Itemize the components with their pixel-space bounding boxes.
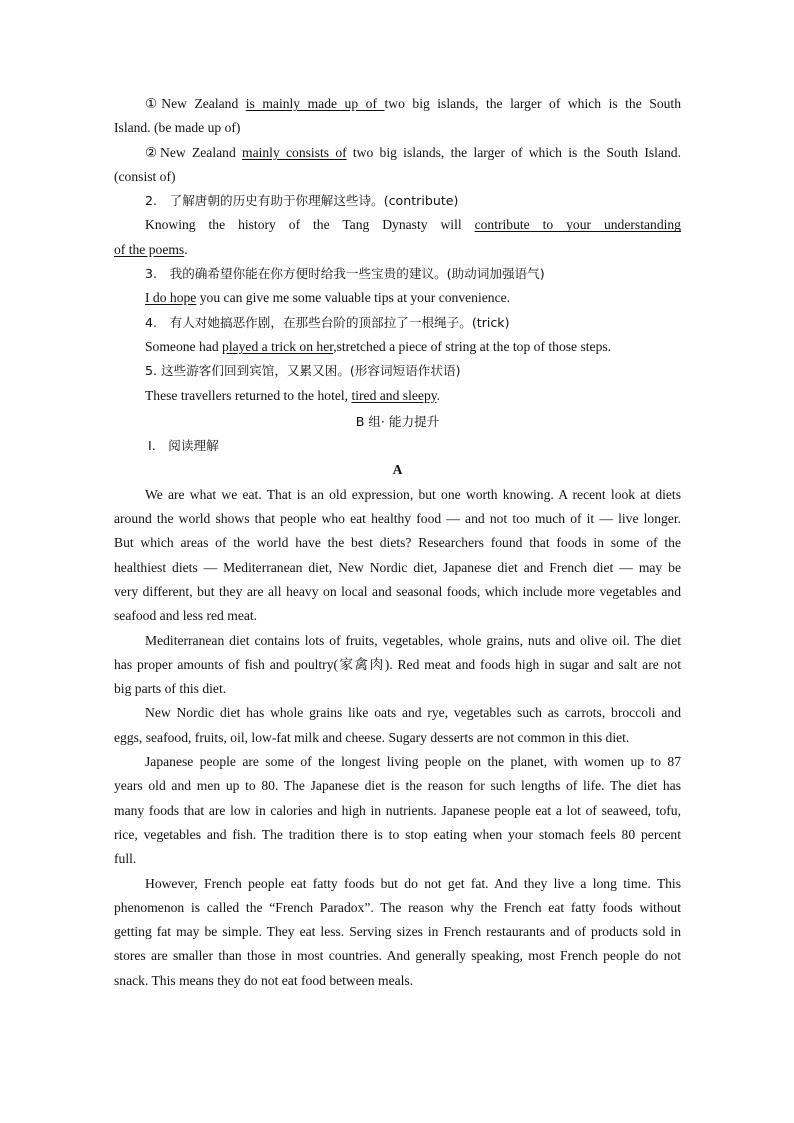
passage-line: Japanese people are some of the longest living people on the planet, with women up to 87 [145, 754, 681, 770]
answer-line: ①New Zealand is mainly made up of two big islands, the larger of which is the South [145, 96, 682, 111]
passage-line: years old and men up to 80. The Japanese diet is the reason for such lengths of life. The diet has [114, 778, 681, 794]
passage-paragraph [114, 872, 681, 993]
passage-line: stores are smaller than those in most countries. And generally speaking, most French people do not [114, 948, 681, 964]
answer-line: Knowing the history of the Tang Dynasty will contribute to your understanding [145, 217, 681, 233]
answer-line: These travellers returned to the hotel, tired and sleepy. [145, 387, 441, 403]
answer-line: Someone had played a trick on her,stretched a piece of string at the top of those steps. [145, 338, 612, 354]
passage-line: snack. This means they do not eat food between meals. [114, 972, 414, 988]
passage-paragraph [114, 483, 681, 629]
group-heading: B 组· 能力提升 [355, 413, 440, 429]
passage-line: rice, vegetables and fish. The tradition there is to stop eating when your stomach feels 80 percent [114, 826, 681, 842]
question-prompt: 2. 了解唐朝的历史有助于你理解这些诗。(contribute) [145, 193, 459, 209]
passage-line: But which areas of the world have the best diets? Researchers found that foods in some of the [114, 535, 681, 551]
answer-blank: played a trick on her [222, 338, 334, 354]
answer-blank: contribute to your understanding [474, 217, 681, 233]
question-prompt: 3. 我的确希望你能在你方便时给我一些宝贵的建议。(助动词加强语气) [145, 266, 545, 282]
passage-line: getting fat may be simple. They eat less. Serving sizes in French restaurants and of products sold in [114, 924, 681, 940]
answer-line: ②New Zealand mainly consists of two big islands, the larger of which is the South Island. [145, 144, 681, 160]
passage-line: New Nordic diet has whole grains like oats and rye, vegetables such as carrots, broccoli and [145, 705, 681, 721]
answer-blank: tired and sleepy [351, 387, 437, 403]
answer-line: of the poems. [114, 241, 188, 257]
answer-line: I do hope you can give me some valuable tips at your convenience. [145, 290, 511, 306]
passage-line: very different, but they are all heavy on local and seasonal foods, which include more vegetables and [114, 583, 681, 599]
passage-paragraph [114, 701, 681, 750]
answer-blank: of the poems [114, 241, 185, 257]
answer-blank: I do hope [145, 290, 197, 306]
passage-line: many foods that are low in calories and high in nutrients. Japanese people eat a lot of seaweed, tofu, [114, 802, 681, 818]
passage-line: We are what we eat. That is an old expression, but one worth knowing. A recent look at diets [145, 486, 681, 502]
passage-line: big parts of this diet. [114, 681, 227, 697]
passage-line: around the world shows that people who eat healthy food — and not too much of it — live longer. [114, 511, 681, 527]
document-page [114, 92, 681, 993]
passage-line: phenomenon is called the “French Paradox”. The reason why the French eat fatty foods without [114, 899, 681, 915]
passage-line: seafood and less red meat. [114, 608, 258, 624]
passage-line: full. [114, 851, 137, 867]
passage-paragraph [114, 750, 681, 871]
answer-blank: mainly consists of [242, 144, 347, 160]
answer-blank: is mainly made up of [245, 96, 385, 111]
answer-line: (consist of) [114, 168, 176, 184]
passage-line: Mediterranean diet contains lots of fruits, vegetables, whole grains, nuts and olive oil. The diet [145, 632, 681, 648]
passage-line: However, French people eat fatty foods but do not get fat. And they live a long time. This [145, 875, 681, 891]
passage-line: has proper amounts of fish and poultry(家禽肉). Red meat and foods high in sugar and salt are not [114, 656, 681, 672]
passage-line: healthiest diets — Mediterranean diet, New Nordic diet, Japanese diet and French diet — may be [114, 559, 681, 575]
answer-line: Island. (be made up of) [114, 120, 241, 136]
passage-title: A [392, 462, 403, 478]
passage-paragraph [114, 629, 681, 702]
passage-line: eggs, seafood, fruits, oil, low-fat milk and cheese. Sugary desserts are not common in this diet. [114, 729, 630, 745]
section-heading: Ⅰ. 阅读理解 [148, 438, 219, 454]
question-prompt: 4. 有人对她搞恶作剧，在那些台阶的顶部拉了一根绳子。(trick) [145, 314, 510, 330]
question-prompt: 5. 这些游客们回到宾馆，又累又困。(形容词短语作状语) [145, 363, 461, 379]
